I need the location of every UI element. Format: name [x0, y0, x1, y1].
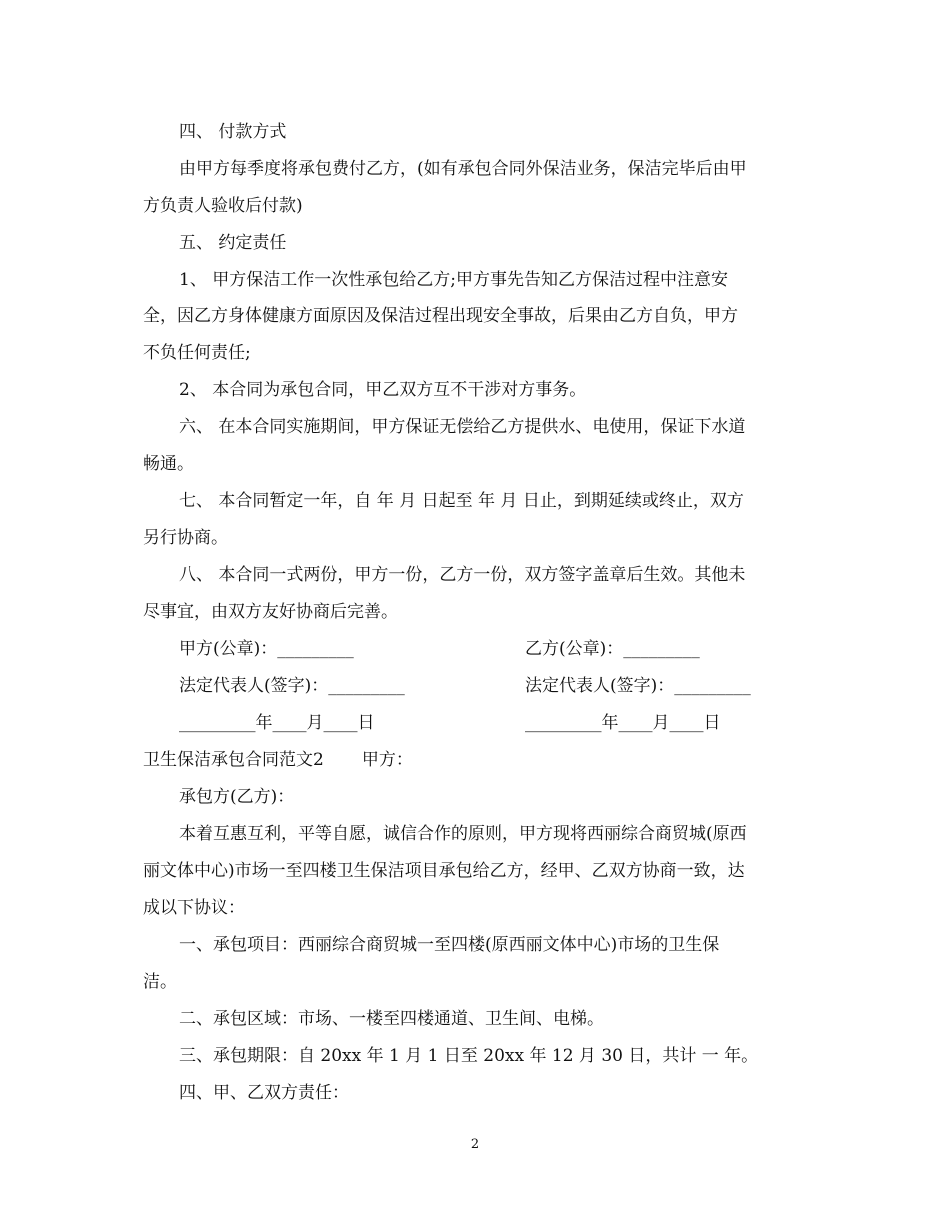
- paragraph-line: 全，因乙方身体健康方面原因及保洁过程出现安全事故，后果由乙方自负，甲方: [143, 306, 738, 326]
- section2-title-line: [143, 749, 413, 771]
- paragraph-line: 一、承包项目：西丽综合商贸城一至四楼(原西丽文体中心)市场的卫生保: [179, 935, 720, 955]
- section2-title: 卫生保洁承包合同范文2: [143, 750, 324, 770]
- section-heading-responsibility: 五、 约定责任: [179, 233, 287, 253]
- page-number: 2: [470, 1137, 480, 1152]
- paragraph-line: 四、甲、乙双方责任：: [179, 1083, 349, 1103]
- section-heading-payment: 四、 付款方式: [179, 122, 287, 142]
- party-a-representative-field: 法定代表人(签字)：_________: [179, 676, 405, 696]
- paragraph-line: 方负责人验收后付款): [143, 196, 303, 216]
- section2-party-a: 甲方：: [361, 750, 413, 770]
- paragraph-line: 本着互惠互利，平等自愿，诚信合作的原则，甲方现将西丽综合商贸城(原西: [179, 824, 747, 844]
- paragraph-line: 洁。: [143, 972, 177, 992]
- party-b-date-field: _________年____月____日: [525, 713, 721, 733]
- paragraph-line: 1、 甲方保洁工作一次性承包给乙方;甲方事先告知乙方保洁过程中注意安: [179, 270, 728, 290]
- paragraph-line: 由甲方每季度将承包费付乙方，(如有承包合同外保洁业务，保洁完毕后由甲: [179, 159, 747, 179]
- paragraph-line: 2、 本合同为承包合同，甲乙双方互不干涉对方事务。: [179, 380, 587, 400]
- party-b-seal-field: 乙方(公章)：_________: [525, 639, 700, 659]
- paragraph-line: 另行协商。: [143, 528, 228, 548]
- party-a-seal-field: 甲方(公章)：_________: [179, 639, 354, 659]
- paragraph-line: 七、 本合同暂定一年，自 年 月 日起至 年 月 日止，到期延续或终止，双方: [179, 491, 744, 511]
- paragraph-line: 不负任何责任;: [143, 343, 251, 363]
- paragraph-line: 六、 在本合同实施期间，甲方保证无偿给乙方提供水、电使用，保证下水道: [179, 417, 746, 437]
- party-b-representative-field: 法定代表人(签字)：_________: [525, 676, 751, 696]
- paragraph-line: 丽文体中心)市场一至四楼卫生保洁项目承包给乙方，经甲、乙双方协商一致，达: [143, 861, 745, 881]
- party-a-date-field: _________年____月____日: [179, 713, 375, 733]
- paragraph-line: 二、承包区域：市场、一楼至四楼通道、卫生间、电梯。: [179, 1009, 604, 1029]
- paragraph-line: 尽事宜，由双方友好协商后完善。: [143, 602, 398, 622]
- section2-contractor: 承包方(乙方)：: [179, 787, 295, 807]
- paragraph-line: 畅通。: [143, 454, 194, 474]
- paragraph-line: 三、承包期限：自 20xx 年 1 月 1 日至 20xx 年 12 月 30 日，共计 一 年。: [179, 1046, 759, 1066]
- paragraph-line: 成以下协议：: [143, 898, 245, 918]
- paragraph-line: 八、 本合同一式两份，甲方一份，乙方一份，双方签字盖章后生效。其他未: [179, 565, 746, 585]
